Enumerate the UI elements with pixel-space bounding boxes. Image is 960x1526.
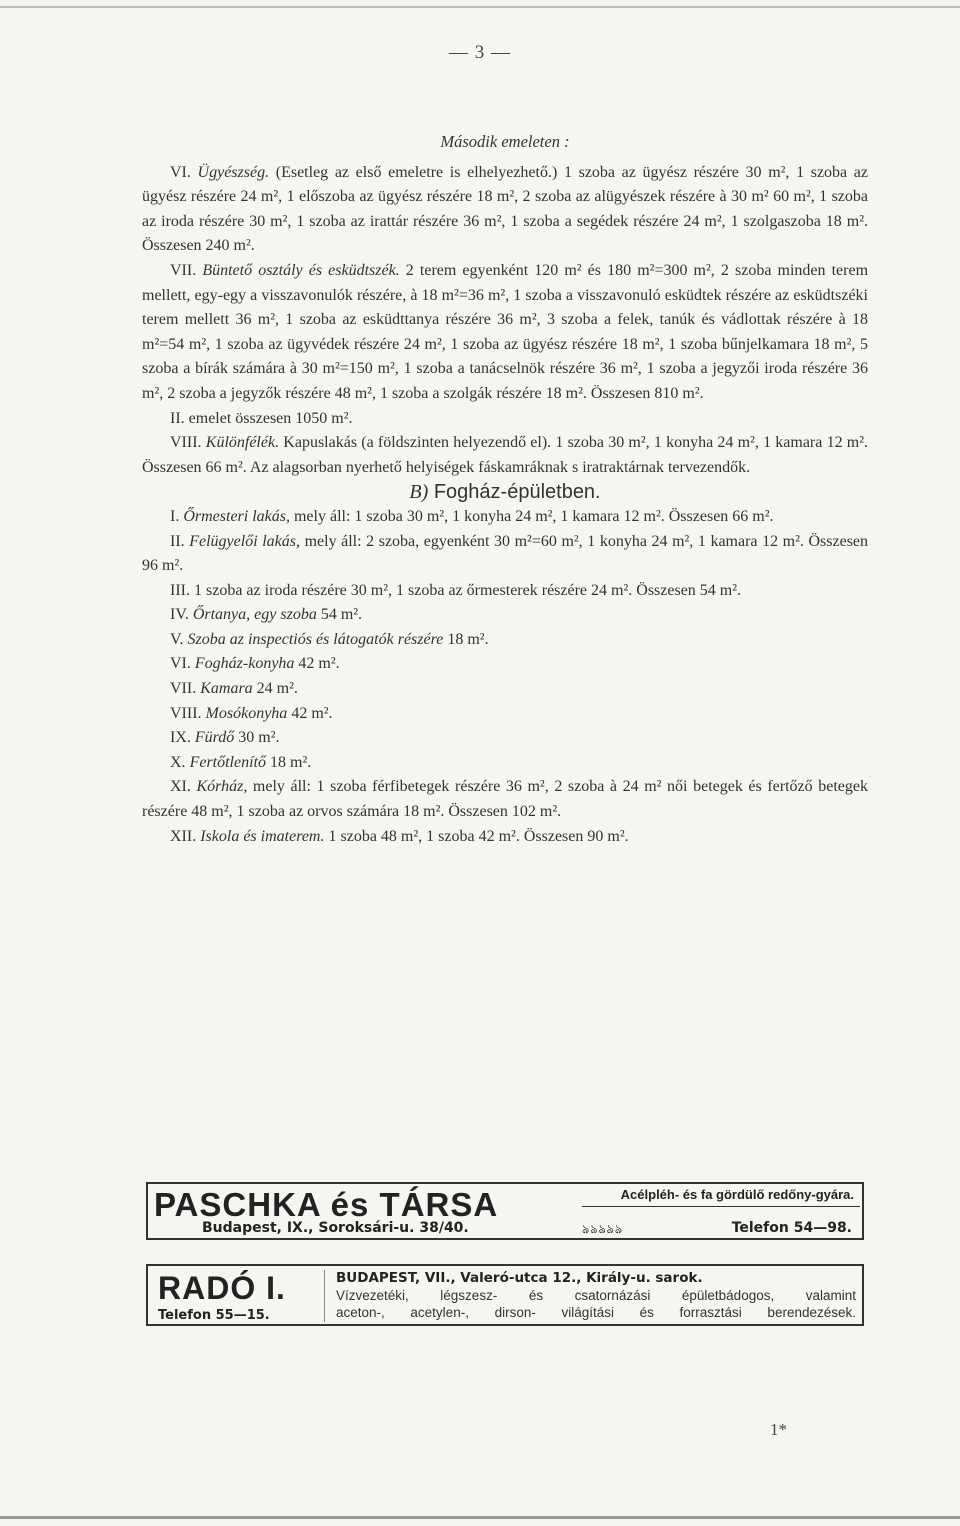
section-b-name: Fogház-épületben. bbox=[433, 481, 601, 504]
paragraph bbox=[142, 431, 868, 480]
paragraph-number: I. bbox=[170, 507, 180, 525]
paragraph bbox=[142, 505, 868, 530]
signature-mark: 1* bbox=[770, 1420, 787, 1439]
paragraph bbox=[142, 751, 868, 776]
page-number: — 3 — bbox=[449, 42, 511, 63]
paragraph-title: Felügyelői lakás, bbox=[189, 532, 300, 550]
ad2-description-line-2: aceton-, acetylen-, dirson- világítási és forrasztási berendezések. bbox=[336, 1305, 856, 1320]
paragraph-text: Kapuslakás (a földszinten helyezendő el). 1 szoba 30 m², 1 konyha 24 m², 1 kamara 12 m². Összesen 66 m². Az alagsorban nyerhető helyiségek fáskamráknak s iratraktárnak tervezendők. bbox=[142, 434, 869, 476]
paragraph-number: V. bbox=[170, 630, 184, 648]
ad1-address: Budapest, IX., Soroksári-u. 38/40. bbox=[202, 1220, 469, 1236]
paragraph bbox=[142, 603, 868, 628]
paragraph-title: Ügyészség. bbox=[197, 163, 270, 181]
paragraph-title: Szoba az inspectiós és látogatók részére bbox=[187, 630, 444, 648]
paragraph-text: 42 m². bbox=[291, 704, 333, 722]
paragraph-number: VIII. bbox=[170, 704, 202, 722]
paragraph-text: II. emelet összesen 1050 m². bbox=[170, 409, 353, 427]
paragraph bbox=[142, 825, 868, 850]
ad2-address-line: BUDAPEST, VII., Valeró-utca 12., Király-u. sarok. bbox=[336, 1270, 703, 1286]
paragraph-number: XII. bbox=[170, 827, 197, 845]
document-body bbox=[142, 130, 868, 849]
paragraph-text: mely áll: 2 szoba, egyenként 30 m²=60 m², 1 konyha 24 m², 1 kamara 12 m². Összesen 96 m². bbox=[142, 532, 869, 575]
paragraph-text: 2 terem egyenként 120 m² és 180 m²=300 m², 2 szoba minden terem mellett, egy-egy a visszavonulók részére, à 18 m²=36 m², 1 szoba a visszavonuló esküdtek részére az esküdtszéki terem mellett 36 m², 1 szoba az esküdttanya részére 36 m², 3 szoba a felek, tanúk és vádlottak részére à 18 m²=54 m², 1 szoba az ügyvédek részére 24 m², 1 szoba az ügyész részére 18 m², 1 szoba bűnjelkamara 18 m², 5 szoba a bírák számára à 30 m²=150 m², 1 szoba a tanácselnök részére 36 m², 1 szoba a jegyzői iroda részére 36 m², 2 szoba a jegyzők részére 48 m², 1 szoba a szolgák részére 18 m². Összesen 810 m². bbox=[142, 261, 869, 402]
paragraph bbox=[142, 259, 868, 407]
paragraph bbox=[142, 677, 868, 702]
paragraph-text: 24 m². bbox=[256, 680, 298, 698]
section-a-paragraphs bbox=[142, 161, 868, 481]
paragraph-text: 18 m². bbox=[447, 630, 489, 648]
ad1-divider bbox=[582, 1206, 860, 1207]
section-b-title bbox=[142, 480, 868, 505]
advertisement-rado bbox=[146, 1264, 864, 1326]
ad2-description-line-1: Vízvezetéki, légszesz- és csatornázási épületbádogos, valamint bbox=[336, 1288, 856, 1303]
paragraph-title: Különfélék. bbox=[205, 434, 280, 452]
paragraph bbox=[142, 726, 868, 751]
paragraph-text: 54 m². bbox=[320, 606, 363, 624]
paragraph-title: Iskola és imaterem. bbox=[200, 827, 325, 845]
paragraph-title: Büntető osztály és esküdtszék. bbox=[202, 261, 400, 279]
paragraph bbox=[142, 652, 868, 677]
paragraph-title: Mosókonyha bbox=[205, 704, 288, 722]
paragraph bbox=[142, 161, 868, 259]
paragraph-number: XI. bbox=[170, 778, 191, 796]
advertisement-paschka bbox=[146, 1182, 864, 1240]
paragraph bbox=[142, 628, 868, 653]
paragraph bbox=[142, 579, 868, 604]
paragraph-title: Kamara bbox=[200, 680, 253, 698]
paragraph-title: Fogház-konyha bbox=[194, 655, 295, 673]
ad1-ornament-icon: ঌঌঌঌঌ bbox=[582, 1222, 624, 1236]
paragraph-number: VI. bbox=[170, 163, 191, 181]
bottom-rule bbox=[0, 1516, 960, 1519]
paragraph bbox=[142, 530, 868, 579]
ad2-company-name: RADÓ I. bbox=[158, 1270, 286, 1306]
ad1-phone: Telefon 54—98. bbox=[731, 1220, 852, 1236]
paragraph-number: VII. bbox=[170, 261, 197, 279]
paragraph-number: VI. bbox=[170, 655, 191, 673]
paragraph-text: (Esetleg az első emeletre is elhelyezhető.) 1 szoba az ügyész részére 30 m², 1 szoba az ügyész részére 24 m², 1 előszoba az ügyész részére 18 m², 2 szoba az alügyészek részére à 30 m² 60 m², 1 szoba az iroda részére 30 m², 1 szoba az irattár részére 36 m², 1 szoba a segédek részére 24 m², 1 szolgaszoba 18 m². Összesen 240 m². bbox=[142, 163, 869, 255]
paragraph-text: mely áll: 1 szoba 30 m², 1 konyha 24 m², 1 kamara 12 m². Összesen 66 m². bbox=[293, 507, 774, 525]
paragraph bbox=[142, 702, 868, 727]
paragraph-title: Őrmesteri lakás, bbox=[183, 507, 290, 525]
paragraph-title: Fertőtlenítő bbox=[189, 753, 266, 771]
paragraph-number: II. bbox=[170, 532, 185, 550]
ad1-company-name: PASCHKA és TÁRSA bbox=[154, 1186, 499, 1223]
paragraph-number: VIII. bbox=[170, 434, 202, 452]
paragraph-title: Kórház, bbox=[196, 778, 248, 796]
paragraph-text: 1 szoba az iroda részére 30 m², 1 szoba az őrmesterek részére 24 m². Összesen 54 m². bbox=[193, 581, 742, 599]
ad2-phone: Telefon 55—15. bbox=[158, 1308, 270, 1323]
paragraph-text: 1 szoba 48 m², 1 szoba 42 m². Összesen 90 m². bbox=[328, 827, 629, 845]
paragraph-number: IX. bbox=[170, 729, 191, 747]
paragraph bbox=[142, 775, 868, 824]
paragraph-number: X. bbox=[170, 753, 186, 771]
paragraph-title: Őrtanya, egy szoba bbox=[192, 606, 317, 624]
paragraph-text: 42 m². bbox=[298, 655, 340, 673]
ad2-divider bbox=[324, 1270, 325, 1322]
section-b-letter: B) bbox=[409, 481, 429, 504]
paragraph-title: Fürdő bbox=[194, 729, 235, 747]
paragraph-text: 18 m². bbox=[270, 753, 312, 771]
paragraph bbox=[142, 407, 868, 432]
paragraph-text: 30 m². bbox=[238, 729, 280, 747]
paragraph-number: VII. bbox=[170, 680, 197, 698]
paragraph-number: IV. bbox=[170, 606, 189, 624]
top-rule bbox=[0, 6, 960, 8]
paragraph-number: III. bbox=[170, 581, 190, 599]
ad1-tagline: Acélpléh- és fa gördülő redőny-gyára. bbox=[620, 1187, 854, 1202]
section-b-paragraphs bbox=[142, 505, 868, 849]
section-heading: Második emeleten : bbox=[440, 132, 570, 151]
paragraph-text: mely áll: 1 szoba férfibetegek részére 36 m², 2 szoba à 24 m² női betegek és fertőző betegek részére 48 m², 1 szoba az orvos számára 18 m². Összesen 102 m². bbox=[142, 778, 868, 821]
